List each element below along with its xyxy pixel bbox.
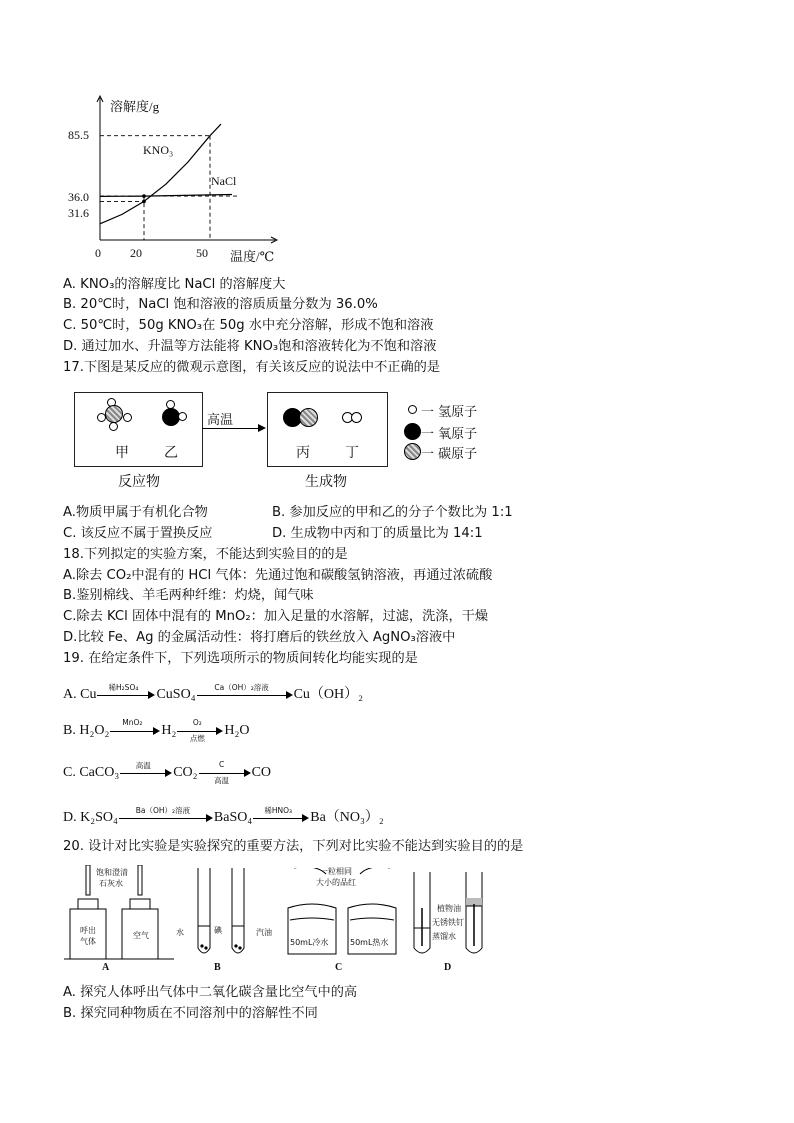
fig-a-label-left2: 气体 — [80, 937, 96, 946]
q19-c-mid: CO₂ — [173, 765, 198, 780]
hydrogen-atom — [178, 412, 187, 421]
fig-c-letter: C — [335, 962, 343, 973]
q19-a-mid: CuSO₄ — [156, 687, 196, 702]
fig-d-label-nail: 无锈铁钉 — [432, 918, 464, 927]
fig-b-label-water: 水 — [176, 928, 184, 937]
q19-d-cond1: Ba（OH）₂溶液 — [135, 805, 191, 815]
q18-option-d: D.比较 Fe、Ag 的金属活动性：将打磨后的铁丝放入 AgNO₃溶液中 — [63, 630, 456, 645]
q19-a-arrow1 — [97, 682, 155, 702]
fig-c-label-cold: 50mL冷水 — [290, 938, 329, 947]
q17-stem: 17.下图是某反应的微观示意图，有关该反应的说法中不正确的是 — [63, 360, 441, 375]
chart-ylabel: 溶解度/g — [110, 99, 160, 114]
fig-c-label-top2: 大小的品红 — [316, 878, 356, 887]
carbon-atom — [105, 405, 123, 423]
q19-stem: 19. 在给定条件下，下列选项所示的物质间转化均能实现的是 — [63, 651, 418, 666]
q17-option-d: D. 生成物中丙和丁的质量比为 14:1 — [272, 526, 483, 541]
label-jia: 甲 — [115, 445, 129, 461]
q19-b-arrow2 — [177, 717, 223, 743]
q18-option-c: C.除去 KCl 固体中混有的 MnO₂：加入足量的水溶解，过滤，洗涤，干燥 — [63, 609, 489, 624]
q19-option-b — [63, 717, 250, 743]
label-products: 生成物 — [305, 474, 347, 490]
q19-d-end: Ba（NO₃）₂ — [310, 810, 384, 825]
q19-c-start: C. CaCO₃ — [63, 765, 120, 780]
fig-d-label-water: 蒸馏水 — [432, 932, 456, 941]
q19-a-cond2: Ca（OH）₂溶液 — [214, 682, 269, 692]
molecule-bing — [283, 408, 323, 428]
point-nacl-20 — [142, 194, 146, 198]
reaction-arrow — [202, 428, 264, 429]
legend-oxygen: 一 氧原子 — [421, 427, 478, 442]
q19-c-arrow2 — [199, 759, 251, 785]
legend-hydrogen: 一 氢原子 — [421, 405, 478, 420]
q19-option-c — [63, 759, 272, 785]
figure-d-tubes — [410, 868, 490, 960]
q19-c-arrow1 — [120, 760, 172, 780]
q19-b-cond1: MnO₂ — [122, 717, 143, 727]
solubility-chart — [80, 92, 290, 267]
q20-option-a: A. 探究人体呼出气体中二氧化碳含量比空气中的高 — [63, 985, 358, 1000]
fig-a-label-top: 饱和澄清 — [96, 868, 128, 877]
q19-b-start: B. H₂O₂ — [63, 723, 110, 738]
fig-a-label-left: 呼出 — [80, 926, 96, 935]
x-tick-0: 0 — [95, 246, 101, 260]
q19-c-cond2b: 高温 — [214, 775, 230, 785]
legend-oxygen-icon — [404, 423, 421, 440]
fig-b-letter: B — [214, 962, 221, 973]
y-tick-31: 31.6 — [68, 206, 89, 220]
fig-c-label-top: 一粒相同 — [320, 867, 352, 876]
q17-option-b: B. 参加反应的甲和乙的分子个数比为 1:1 — [272, 505, 513, 520]
series-label-kno3: KNO₃ — [143, 143, 174, 157]
legend-carbon: 一 碳原子 — [421, 447, 478, 462]
q20-option-b: B. 探究同种物质在不同溶剂中的溶解性不同 — [63, 1006, 318, 1021]
figure-b-tubes — [192, 868, 252, 960]
q19-a-end: Cu（OH）₂ — [293, 687, 364, 702]
q19-d-start: D. K₂SO₄ — [63, 810, 118, 825]
legend-carbon-icon — [404, 443, 421, 460]
chart-xlabel: 温度/℃ — [230, 249, 275, 264]
q19-a-start: A. Cu — [63, 687, 97, 702]
label-reactants: 反应物 — [118, 474, 160, 490]
q19-b-arrow1 — [110, 717, 160, 738]
q19-d-cond2: 稀HNO₃ — [264, 805, 293, 815]
products-box — [267, 392, 388, 467]
q19-option-d — [63, 806, 384, 826]
legend-hydrogen-icon — [408, 405, 417, 414]
q19-c-cond1: 高温 — [135, 760, 151, 770]
fig-b-label-iodine: 碘 — [214, 926, 222, 935]
q16-option-d: D. 通过加水、升温等方法能将 KNO₃饱和溶液转化为不饱和溶液 — [63, 339, 437, 354]
hydrogen-atom — [351, 412, 362, 423]
q19-c-cond2: C — [218, 759, 225, 769]
q16-option-b: B. 20℃时，NaCl 饱和溶液的溶质质量分数为 36.0% — [63, 297, 378, 312]
hydrogen-atom — [109, 422, 118, 431]
q19-a-cond1: 稀H₂SO₄ — [108, 682, 139, 692]
q19-d-mid: BaSO₄ — [213, 810, 253, 825]
fig-d-label-oil: 植物油 — [437, 904, 461, 913]
q19-b-cond2b: 点燃 — [189, 733, 205, 743]
q19-option-a — [63, 683, 363, 703]
q20-stem: 20. 设计对比实验是实验探究的重要方法，下列对比实验不能达到实验目的的是 — [63, 839, 524, 854]
q19-c-end: CO — [251, 765, 272, 780]
y-tick-36: 36.0 — [68, 190, 89, 204]
q18-option-b: B.鉴别棉线、羊毛两种纤维：灼烧，闻气味 — [63, 588, 314, 603]
q19-d-arrow1 — [119, 805, 213, 825]
kno3-curve — [100, 124, 221, 224]
reaction-arrow-head — [258, 424, 266, 432]
q19-a-arrow2 — [197, 682, 293, 702]
q17-option-a: A.物质甲属于有机化合物 — [63, 505, 208, 520]
x-tick-50: 50 — [196, 246, 208, 260]
fig-a-letter: A — [102, 962, 110, 973]
q19-d-arrow2 — [253, 805, 309, 825]
y-tick-85: 85.5 — [68, 128, 89, 142]
carbon-atom — [299, 408, 318, 427]
fig-a-label-top2: 石灰水 — [99, 879, 123, 888]
q19-b-mid: H₂ — [161, 723, 177, 738]
q16-option-c: C. 50℃时，50g KNO₃在 50g 水中充分溶解，形成不饱和溶液 — [63, 318, 434, 333]
fig-b-label-gasoline: 汽油 — [256, 928, 272, 937]
q19-b-end: H₂O — [224, 723, 250, 738]
x-tick-20: 20 — [130, 246, 142, 260]
q18-stem: 18.下列拟定的实验方案，不能达到实验目的的是 — [63, 547, 348, 562]
q19-b-cond2: O₂ — [192, 717, 202, 727]
reaction-condition: 高温 — [207, 413, 234, 428]
molecule-yi — [160, 400, 190, 430]
label-yi: 乙 — [164, 445, 178, 461]
fig-c-label-hot: 50mL热水 — [350, 938, 389, 947]
q17-option-c: C. 该反应不属于置换反应 — [63, 526, 213, 541]
hydrogen-atom — [123, 413, 132, 422]
point-kno3-20 — [142, 200, 146, 204]
series-label-nacl: NaCl — [211, 174, 237, 188]
label-ding: 丁 — [345, 445, 359, 461]
q16-option-a: A. KNO₃的溶解度比 NaCl 的溶解度大 — [63, 277, 286, 292]
molecule-jia — [96, 398, 136, 434]
molecule-ding — [342, 412, 366, 424]
fig-a-label-right: 空气 — [133, 931, 149, 940]
fig-d-letter: D — [444, 962, 452, 973]
q18-option-a: A.除去 CO₂中混有的 HCl 气体：先通过饱和碳酸氢钠溶液，再通过浓硫酸 — [63, 568, 493, 583]
label-bing: 丙 — [296, 445, 310, 461]
